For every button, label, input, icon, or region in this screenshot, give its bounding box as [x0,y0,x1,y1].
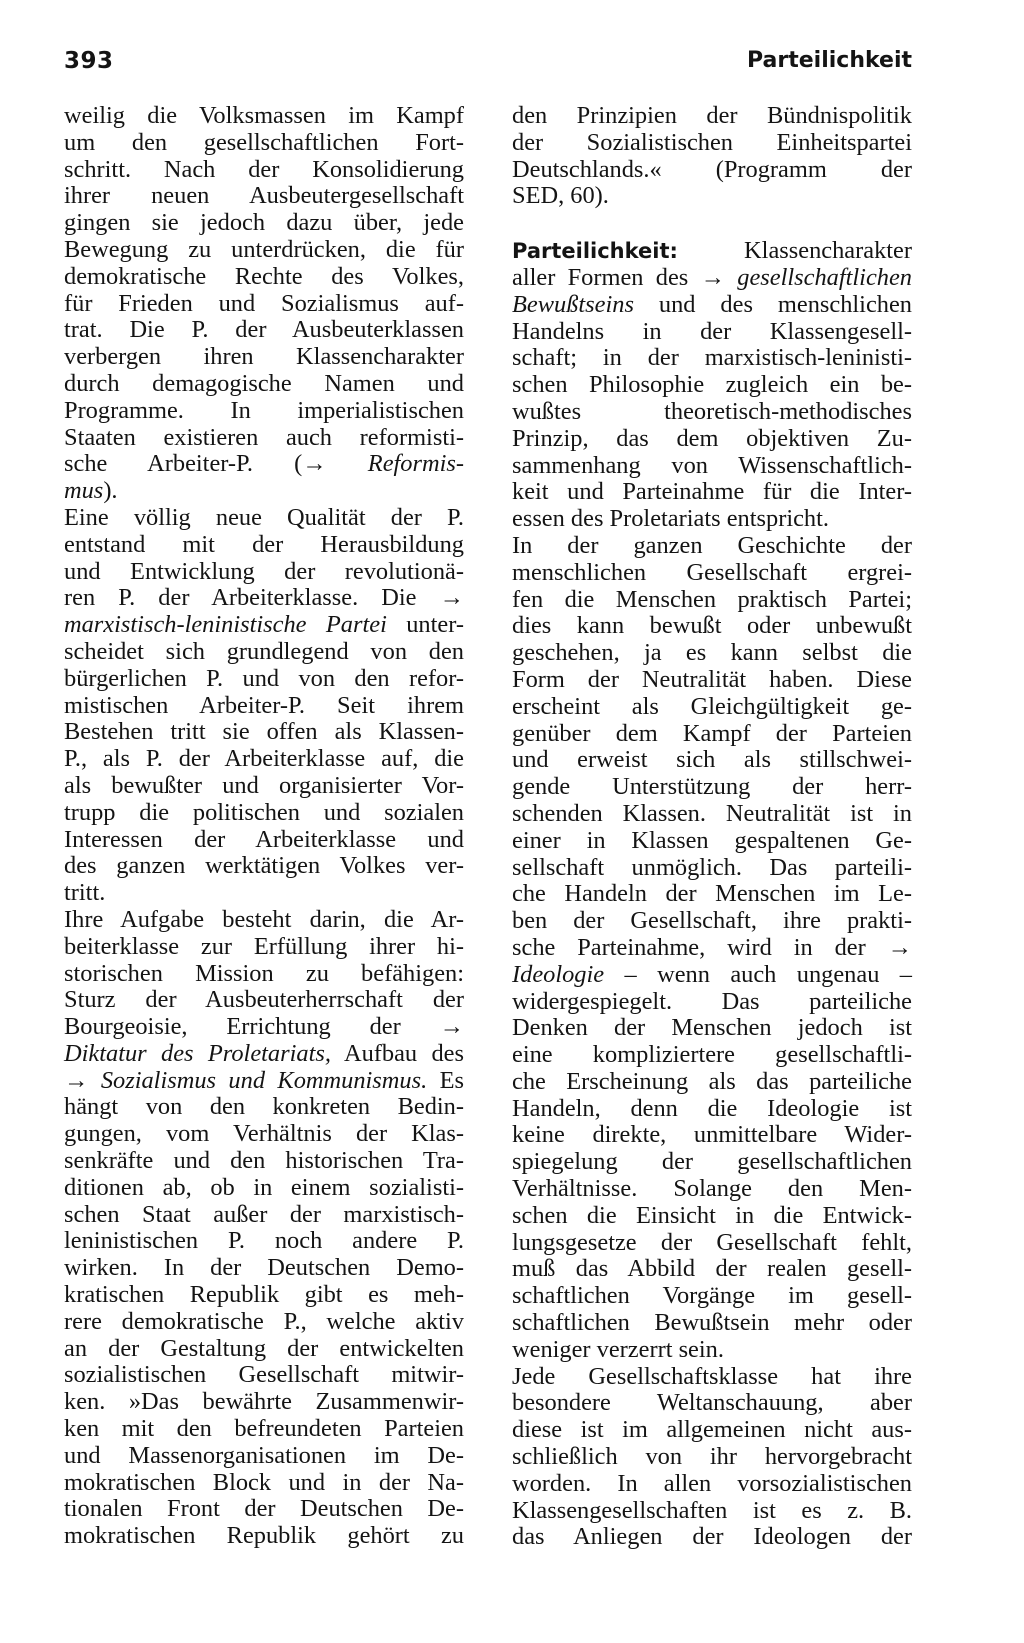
text-line [512,1283,912,1310]
text-line [512,426,912,453]
text-line [512,479,912,506]
text-line [512,613,912,640]
line-text: che Erscheinung als das parteiliche [512,1067,912,1095]
line-text: → [64,1066,101,1094]
line-text: weniger verzerrt sein. [512,1335,724,1363]
text-line [64,130,464,157]
line-text: Staaten existieren auch reformisti- [64,423,464,451]
text-line [512,1122,912,1149]
text-line [512,1444,912,1471]
line-text: schaftlichen Bewußtsein mehr oder [512,1309,912,1337]
text-line [64,1416,464,1443]
text-line [512,238,912,265]
text-line [512,908,912,935]
line-text: für Frieden und Sozialismus auf- [64,289,464,317]
line-text: Sturz der Ausbeuterherrschaft der [64,986,464,1014]
text-line [64,103,464,130]
line-text: beiterklasse zur Erfüllung ihrer hi- [64,932,464,960]
text-line [64,1228,464,1255]
right-column [512,103,912,1551]
text-line [512,1524,912,1551]
line-text: sozialistischen Gesellschaft mitwir- [64,1361,464,1389]
line-text: kratischen Republik gibt es meh- [64,1281,464,1309]
text-line [64,264,464,291]
text-line [64,1068,464,1095]
line-text: Deutschlands.« (Programm der [512,155,912,183]
line-text: sellschaft unmöglich. Das parteili- [512,853,912,881]
line-text: schritt. Nach der Konsolidierung [64,155,464,183]
text-line [64,505,464,532]
text-line [512,1176,912,1203]
text-line [512,1015,912,1042]
line-text: ken mit den befreundeten Parteien [64,1415,464,1443]
line-text: der Sozialistischen Einheitspartei [512,128,912,156]
text-line [64,478,464,505]
line-text: um den gesellschaftlichen Fort- [64,128,464,156]
line-text: verbergen ihren Klassencharakter [64,343,464,371]
text-line [64,666,464,693]
line-text: sche Parteinahme, wird in der → [512,933,912,961]
text-line [64,639,464,666]
line-text: dies kann bewußt oder unbewußt [512,612,912,640]
left-column [64,103,464,1550]
text-line [512,292,912,319]
text-line [512,1471,912,1498]
text-line [64,291,464,318]
line-text: Programme. In imperialistischen [64,396,464,424]
line-text: genüber dem Kampf der Parteien [512,719,912,747]
text-line [64,559,464,586]
text-line [64,719,464,746]
line-text: aller Formen des → [512,263,738,291]
line-text: Bewegung zu unterdrücken, die für [64,235,464,263]
text-line [64,1121,464,1148]
line-text: schenden Klassen. Neutralität ist in [512,799,912,827]
text-line [512,1498,912,1525]
text-line [512,1149,912,1176]
line-text: lungsgesetze der Gesellschaft fehlt, [512,1228,912,1256]
text-line [64,1443,464,1470]
text-line [64,800,464,827]
paragraph-gap [512,210,912,238]
line-text: Es [427,1066,464,1094]
text-line [64,880,464,907]
text-line [64,693,464,720]
line-text: spiegelung der gesellschaftlichen [512,1148,912,1176]
line-text: den Prinzipien der Bündnispolitik [512,102,912,129]
line-text: gungen, vom Verhältnis der Klas- [64,1120,464,1148]
text-line [512,265,912,292]
text-line [64,585,464,612]
text-line [64,1496,464,1523]
line-text: Bourgeoisie, Errichtung der → [64,1013,464,1041]
text-line [512,1364,912,1391]
line-text: an der Gestaltung der entwickelten [64,1334,464,1362]
line-text: ken. »Das bewährte Zusammenwir- [64,1388,464,1416]
text-line [512,587,912,614]
text-line [512,1096,912,1123]
line-text: muß das Abbild der realen gesell- [512,1255,912,1283]
line-text: Handelns in der Klassengesell- [512,317,912,345]
line-text: essen des Proletariats entspricht. [512,505,829,533]
line-text: Form der Neutralität haben. Diese [512,665,912,693]
text-line [64,907,464,934]
text-line [64,371,464,398]
line-text: Jede Gesellschaftsklasse hat ihre [512,1362,912,1390]
text-line [64,1309,464,1336]
text-line [512,935,912,962]
line-text: Prinzip, das dem objektiven Zu- [512,424,912,452]
line-text: bürgerlichen P. und von den refor- [64,664,464,692]
text-line [512,747,912,774]
text-line [512,1230,912,1257]
line-text: diese ist im allgemeinen nicht aus- [512,1416,912,1444]
line-text: geschehen, ja es kann selbst die [512,639,912,667]
entry-headword: Parteilichkeit: [512,239,678,264]
cross-reference: Ideologie [512,960,605,988]
line-text: trupp die politischen und sozialen [64,798,464,826]
text-line [512,828,912,855]
text-line [512,640,912,667]
text-line [512,506,912,533]
line-text: des ganzen werktätigen Volkes ver- [64,852,464,880]
line-text: scheidet sich grundlegend von den [64,637,464,665]
text-line [64,317,464,344]
text-line [64,746,464,773]
line-text: eine kompliziertere gesellschaftli- [512,1041,912,1069]
line-text: menschlichen Gesellschaft ergrei- [512,558,912,586]
line-text: ). [103,477,118,505]
line-text: fen die Menschen praktisch Partei; [512,585,912,613]
text-line [64,1094,464,1121]
text-line [512,1390,912,1417]
line-text: weilig die Volksmassen im Kampf [64,102,464,129]
line-text: In der ganzen Geschichte der [512,531,912,559]
text-line [512,399,912,426]
text-line [512,1337,912,1364]
line-text: entstand mit der Herausbildung [64,530,464,558]
text-line [512,667,912,694]
line-text: SED, 60). [512,182,609,210]
text-line [64,183,464,210]
line-text: widergespiegelt. Das parteiliche [512,987,912,1015]
line-text: Denken der Menschen jedoch ist [512,1014,912,1042]
text-line [64,1389,464,1416]
line-text: Aufbau des [330,1039,464,1067]
text-line [512,103,912,130]
line-text: ihrer neuen Ausbeutergesellschaft [64,182,464,210]
text-line [64,934,464,961]
line-text: Ihre Aufgabe besteht darin, die Ar- [64,905,464,933]
line-text: als bewußter und organisierter Vor- [64,771,464,799]
text-line [512,157,912,184]
line-text: mistischen Arbeiter-P. Seit ihrem [64,691,464,719]
text-line [64,210,464,237]
line-text: mokratischen Block und in der Na- [64,1468,464,1496]
cross-reference: marxistisch-leninistische Partei [64,611,387,639]
text-line [64,1282,464,1309]
line-text: sche Arbeiter-P. (→ [64,450,368,478]
line-text: tionalen Front der Deutschen De- [64,1495,464,1523]
text-line [512,183,912,210]
text-line [64,987,464,1014]
line-text: wirken. In der Deutschen Demo- [64,1254,464,1282]
text-line [512,881,912,908]
text-line [512,130,912,157]
text-line [512,989,912,1016]
line-text: Bestehen tritt sie offen als Klassen- [64,718,464,746]
line-text: leninistischen P. noch andere P. [64,1227,464,1255]
cross-reference: Diktatur des Proletariats, [64,1039,331,1067]
line-text: Verhältnisse. Solange den Men- [512,1175,912,1203]
text-line [512,533,912,560]
line-text: demokratische Rechte des Volkes, [64,262,464,290]
text-line [512,345,912,372]
line-text: tritt. [64,879,106,907]
line-text: Handeln, denn die Ideologie ist [512,1094,912,1122]
line-text: ren P. der Arbeiterklasse. Die → [64,584,464,612]
line-text: ben der Gesellschaft, ihre prakti- [512,907,912,935]
text-line [64,1362,464,1389]
text-line [512,1417,912,1444]
text-line [512,1042,912,1069]
line-text: besondere Weltanschauung, aber [512,1389,912,1417]
line-text: und des menschlichen [633,290,912,318]
text-line [64,1336,464,1363]
line-text: gingen sie jedoch dazu über, jede [64,209,464,237]
line-text: das Anliegen der Ideologen der [512,1523,912,1551]
text-line [64,1202,464,1229]
text-line [512,962,912,989]
text-line [512,372,912,399]
line-text: erscheint als Gleichgültigkeit ge- [512,692,912,720]
line-text: trat. Die P. der Ausbeuterklassen [64,316,464,344]
page-number: 393 [64,48,114,74]
line-text: keine direkte, unmittelbare Wider- [512,1121,912,1149]
line-text: schen Staat außer der marxistisch- [64,1200,464,1228]
line-text: ditionen ab, ob in einem sozialisti- [64,1173,464,1201]
line-text: und Entwicklung der revolutionä- [64,557,464,585]
text-line [64,1523,464,1550]
cross-reference: gesellschaftlichen [737,263,912,291]
text-line [64,451,464,478]
text-line [64,1255,464,1282]
line-text: Interessen der Arbeiterklasse und [64,825,464,853]
line-text: mokratischen Republik gehört zu [64,1522,464,1550]
text-line [64,961,464,988]
line-text: schaftlichen Vorgänge im gesell- [512,1282,912,1310]
line-text: schen die Einsicht in die Entwick- [512,1201,912,1229]
running-head: Parteilichkeit [746,48,912,73]
line-text: und Massenorganisationen im De- [64,1441,464,1469]
line-text: und erweist sich als stillschwei- [512,746,912,774]
text-line [64,532,464,559]
line-text: Klassencharakter [677,237,912,265]
text-line [512,453,912,480]
text-line [64,827,464,854]
line-text: worden. In allen vorsozialistischen [512,1469,912,1497]
text-line [64,1470,464,1497]
text-line [64,344,464,371]
line-text: schaft; in der marxistisch-leninisti- [512,344,912,372]
text-line [64,1014,464,1041]
text-line [512,560,912,587]
line-text: keit und Parteinahme für die Inter- [512,478,912,506]
text-line [512,1069,912,1096]
text-line [64,773,464,800]
line-text: che Handeln der Menschen im Le- [512,880,912,908]
text-line [512,1203,912,1230]
text-line [64,425,464,452]
line-text: sammenhang von Wissenschaftlich- [512,451,912,479]
line-text: durch demagogische Namen und [64,369,464,397]
line-text: gende Unterstützung der herr- [512,773,912,801]
line-text: schließlich von ihr hervorgebracht [512,1443,912,1471]
text-line [64,237,464,264]
line-text: – wenn auch ungenau – [604,960,912,988]
line-text: hängt von den konkreten Bedin- [64,1093,464,1121]
text-line [64,1041,464,1068]
text-line [512,721,912,748]
text-line [64,157,464,184]
text-line [512,855,912,882]
line-text: storischen Mission zu befähigen: [64,959,464,987]
line-text: senkräfte und den historischen Tra- [64,1147,464,1175]
line-text: rere demokratische P., welche aktiv [64,1307,464,1335]
text-line [512,694,912,721]
line-text: wußtes theoretisch-methodisches [512,397,912,425]
line-text: Klassengesellschaften ist es z. B. [512,1496,912,1524]
text-line [512,774,912,801]
cross-reference: Sozialismus und Kommunismus. [100,1066,428,1094]
text-line [512,1256,912,1283]
text-line [512,801,912,828]
cross-reference: mus [64,477,104,505]
text-line [64,398,464,425]
text-line [512,1310,912,1337]
cross-reference: Bewußtseins [512,290,634,318]
line-text: schen Philosophie zugleich ein be- [512,371,912,399]
line-text: Eine völlig neue Qualität der P. [64,503,464,531]
text-line [64,853,464,880]
line-text: P., als P. der Arbeiterklasse auf, die [64,745,464,773]
text-line [64,612,464,639]
line-text: einer in Klassen gespaltenen Ge- [512,826,912,854]
text-line [64,1148,464,1175]
cross-reference: Reformis- [367,450,464,478]
text-line [64,1175,464,1202]
text-line [512,319,912,346]
line-text: unter- [386,611,464,639]
